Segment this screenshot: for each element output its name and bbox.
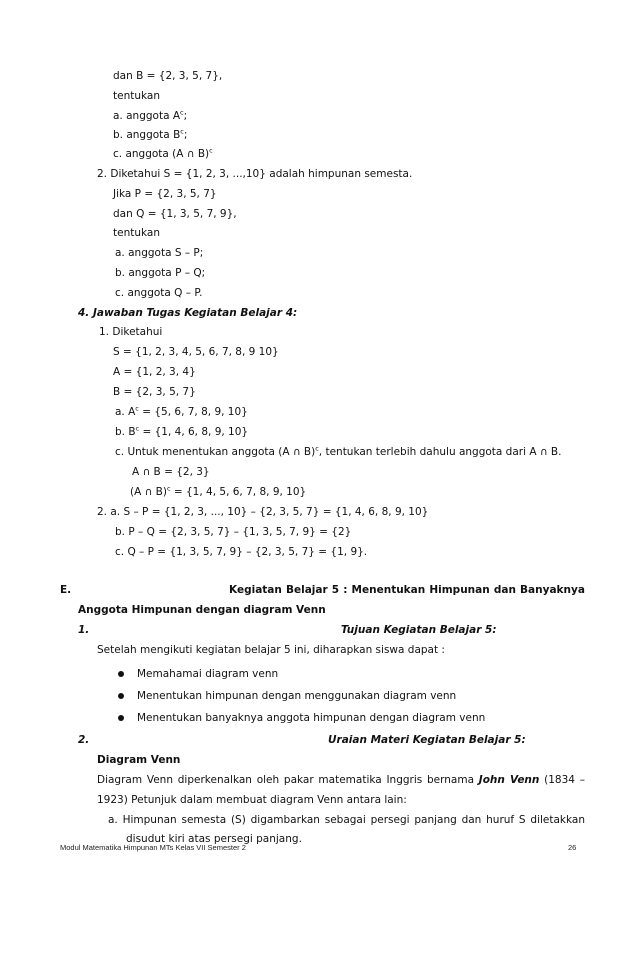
text-fragment: b. B (115, 426, 136, 438)
text-line: b. P – Q = {2, 3, 5, 7} – {1, 3, 5, 7, 9} = {2} (115, 526, 352, 538)
text-fragment: , tentukan terlebih dahulu anggota dari A ∩ B. (318, 446, 562, 458)
title-word: dan (493, 584, 516, 596)
text-line (113, 147, 213, 161)
text-line: c. Q – P = {1, 3, 5, 7, 9} – {2, 3, 5, 7} = {1, 9}. (115, 546, 368, 558)
text-line: B = {2, 3, 5, 7} (113, 386, 196, 398)
bullet-icon (118, 715, 124, 721)
bullet-icon (118, 671, 124, 677)
text-line: A = {1, 2, 3, 4} (113, 366, 196, 378)
text-line (115, 425, 248, 439)
text-fragment: = {1, 4, 6, 8, 9, 10} (139, 426, 249, 438)
text-line: A ∩ B = {2, 3} (132, 466, 210, 478)
text-line: Jika P = {2, 3, 5, 7} (113, 188, 217, 200)
page-number: 26 (568, 843, 577, 852)
section-title-continued: Anggota Himpunan dengan diagram Venn (78, 604, 326, 616)
item-title: Uraian Materi Kegiatan Belajar 5: (328, 734, 526, 746)
text-fragment: c. anggota (A ∩ B) (113, 148, 210, 160)
text-fragment: ; (183, 110, 188, 122)
section-title (229, 583, 585, 597)
text-line: c. anggota Q – P. (115, 287, 203, 299)
text-line: S = {1, 2, 3, 4, 5, 6, 7, 8, 9 10} (113, 346, 279, 358)
text-line: tentukan (113, 90, 160, 102)
title-word: 5 (331, 584, 340, 596)
section-heading: 4. Jawaban Tugas Kegiatan Belajar 4: (78, 307, 298, 319)
footer-text: Modul Matematika Himpunan MTs Kelas VII Semester 2 (60, 843, 246, 852)
superscript: c (180, 127, 184, 136)
text-fragment: (A ∩ B) (130, 486, 167, 498)
paragraph-line (97, 773, 585, 787)
text-line: b. anggota P – Q; (115, 267, 206, 279)
paragraph-line: 1923) Petunjuk dalam membuat diagram Venn antara lain: (97, 794, 407, 806)
text-line: a. anggota S – P; (115, 247, 204, 259)
superscript: c (180, 108, 184, 117)
text-fragment: a. anggota A (113, 110, 181, 122)
superscript: c (135, 424, 140, 433)
text-fragment: b. anggota B (113, 129, 181, 141)
person-name: John Venn (478, 774, 540, 786)
intro-text: Setelah mengikuti kegiatan belajar 5 ini, diharapkan siswa dapat : (97, 644, 445, 656)
section-letter: E. (60, 584, 72, 596)
title-word: Himpunan (429, 584, 490, 596)
text-fragment: = {5, 6, 7, 8, 9, 10} (138, 406, 248, 418)
title-word: Banyaknya (520, 584, 585, 596)
text-line: 2. a. S – P = {1, 2, 3, ..., 10} – {2, 3, 5, 7} = {1, 4, 6, 8, 9, 10} (97, 506, 429, 518)
superscript: c (135, 404, 139, 413)
text-line: dan Q = {1, 3, 5, 7, 9}, (113, 208, 237, 220)
title-word: Menentukan (351, 584, 426, 596)
text-line (113, 128, 187, 142)
text-line: 2. Diketahui S = {1, 2, 3, ...,10} adalah himpunan semesta. (97, 168, 413, 180)
paragraph-line: a. Himpunan semesta (S) digambarkan sebagai persegi panjang dan huruf S diletakkan (108, 814, 585, 826)
title-word: Kegiatan (229, 584, 282, 596)
text-line (115, 445, 561, 459)
text-fragment: Diagram Venn diperkenalkan oleh pakar matematika Inggris bernama (97, 774, 475, 786)
text-line: 1. Diketahui (99, 326, 163, 338)
title-word: Belajar (285, 584, 328, 596)
superscript: c (315, 444, 319, 453)
subheading: Diagram Venn (97, 754, 181, 766)
item-number: 2. (78, 734, 90, 746)
superscript: c (166, 484, 171, 493)
list-item: Menentukan banyaknya anggota himpunan dengan diagram venn (137, 712, 486, 724)
paragraph-line: disudut kiri atas persegi panjang. (126, 833, 302, 845)
title-word: : (343, 584, 348, 596)
bullet-icon (118, 693, 124, 699)
text-line (113, 109, 187, 123)
text-fragment: (1834 – (544, 774, 585, 786)
item-number: 1. (78, 624, 90, 636)
text-fragment: ; (183, 129, 188, 141)
text-line: dan B = {2, 3, 5, 7}, (113, 70, 223, 82)
text-line (115, 405, 248, 419)
text-line: tentukan (113, 227, 160, 239)
text-fragment: c. Untuk menentukan anggota (A ∩ B) (115, 446, 316, 458)
text-line (130, 485, 306, 499)
text-fragment: = {1, 4, 5, 6, 7, 8, 9, 10} (170, 486, 307, 498)
item-title: Tujuan Kegiatan Belajar 5: (341, 624, 497, 636)
list-item: Memahamai diagram venn (137, 668, 279, 680)
text-fragment: a. A (115, 406, 136, 418)
list-item: Menentukan himpunan dengan menggunakan diagram venn (137, 690, 457, 702)
superscript: c (209, 146, 213, 155)
